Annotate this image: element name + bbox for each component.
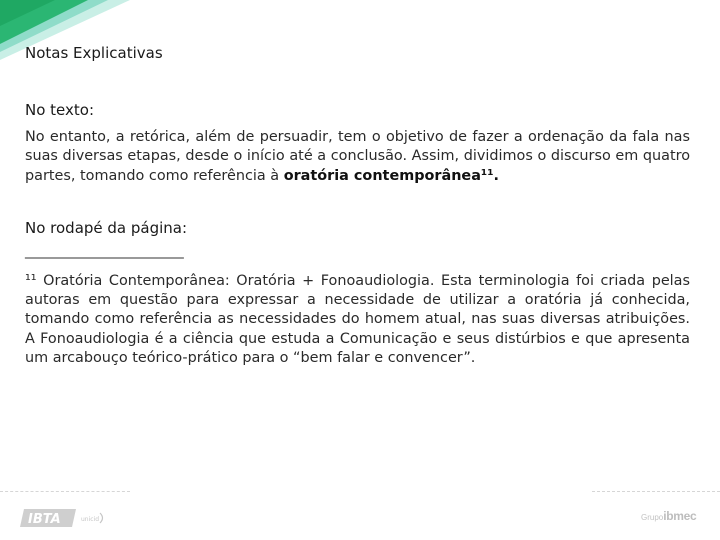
footer-divider-right [592, 491, 720, 492]
ibta-logo [18, 507, 76, 529]
footer-divider-left [0, 491, 130, 492]
footnote-separator: ________________________ [25, 243, 184, 259]
grupo-label: Grupo [641, 513, 664, 522]
rodape-heading: No rodapé da página: [25, 219, 188, 237]
body-text: No entanto, a retórica, além de persuadir, tem o objetivo de fazer a ordenação da fala nas suas diversas etapas, desde o início até a conclusão. Assim, dividimos o discurso em quatro partes, tomando como referência à [25, 129, 690, 184]
grupo-ibmec-logo [641, 509, 696, 523]
texto-heading: No texto: [25, 101, 95, 119]
footnote-paragraph: ¹¹ Oratória Contemporânea: Oratória + Fonoaudiologia. Esta terminologia foi criada pelas autoras em questão para expressar a necessidade de utilizar a oratória já conhecida, tomando como referência as necessidades do homem atual, nas suas diversas atribuições. A Fonoaudiologia é a ciência que estuda a Comunicação e seus distúrbios e que apresenta um arcabouço teórico-prático para o “bem falar e convencer”. [25, 273, 690, 366]
secondary-logo-text: unicid [81, 516, 100, 523]
body-bold-term: oratória contemporânea¹¹. [283, 167, 499, 184]
body-paragraph [25, 128, 690, 186]
secondary-logo [80, 511, 106, 525]
slide-title: Notas Explicativas [25, 44, 163, 62]
ibmec-brand: ibmec [663, 509, 697, 523]
ibta-logo-text: IBTA [28, 512, 61, 527]
